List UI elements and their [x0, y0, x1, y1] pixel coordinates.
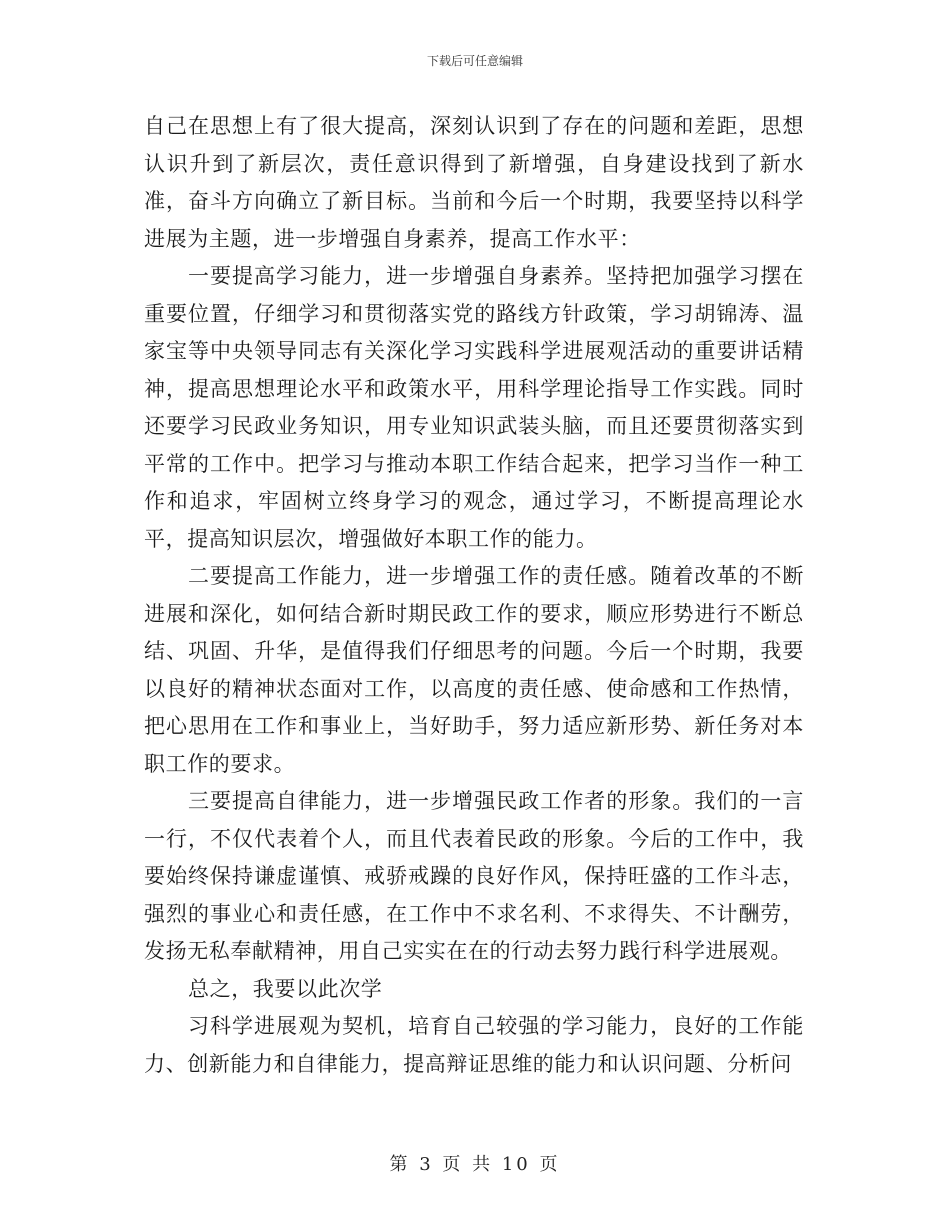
- paragraph-summary-continued: 习科学进展观为契机，培育自己较强的学习能力，良好的工作能力、创新能力和自律能力，提高辩证思维的能力和认识问题、分析问: [144, 1014, 804, 1076]
- document-body: [144, 108, 804, 1083]
- paragraph-continued: 自己在思想上有了很大提高，深刻认识到了存在的问题和差距，思想认识升到了新层次，责任意识得到了新增强，自身建设找到了新水准，奋斗方向确立了新目标。当前和今后一个时期，我要坚持以科学进展为主题，进一步增强自身素养，提高工作水平：: [144, 114, 804, 251]
- paragraph-learning-ability: 一要提高学习能力，进一步增强自身素养。坚持把加强学习摆在重要位置，仔细学习和贯彻落实党的路线方针政策，学习胡锦涛、温家宝等中央领导同志有关深化学习实践科学进展观活动的重要讲话精神，提高思想理论水平和政策水平，用科学理论指导工作实践。同时还要学习民政业务知识，用专业知识武装头脑，而且还要贯彻落实到平常的工作中。把学习与推动本职工作结合起来，把学习当作一种工作和追求，牢固树立终身学习的观念，通过学习，不断提高理论水平，提高知识层次，增强做好本职工作的能力。: [144, 264, 804, 551]
- paragraph-self-discipline: 三要提高自律能力，进一步增强民政工作者的形象。我们的一言一行，不仅代表着个人，而且代表着民政的形象。今后的工作中，我要始终保持谦虚谨慎、戒骄戒躁的良好作风，保持旺盛的工作斗志，强烈的事业心和责任感，在工作中不求名利、不求得失、不计酬劳，发扬无私奉献精神，用自己实实在在的行动去努力践行科学进展观。: [144, 789, 804, 963]
- page-number-footer: 第 3 页 共 10 页: [389, 1154, 561, 1175]
- paragraph-summary-start: 总之，我要以此次学: [188, 976, 383, 1001]
- paragraph-work-ability: 二要提高工作能力，进一步增强工作的责任感。随着改革的不断进展和深化，如何结合新时期民政工作的要求，顺应形势进行不断总结、巩固、升华，是值得我们仔细思考的问题。今后一个时期，我要以良好的精神状态面对工作，以高度的责任感、使命感和工作热情，把心思用在工作和事业上，当好助手，努力适应新形势、新任务对本职工作的要求。: [144, 564, 804, 776]
- page-header: 下载后可任意编辑: [426, 54, 523, 68]
